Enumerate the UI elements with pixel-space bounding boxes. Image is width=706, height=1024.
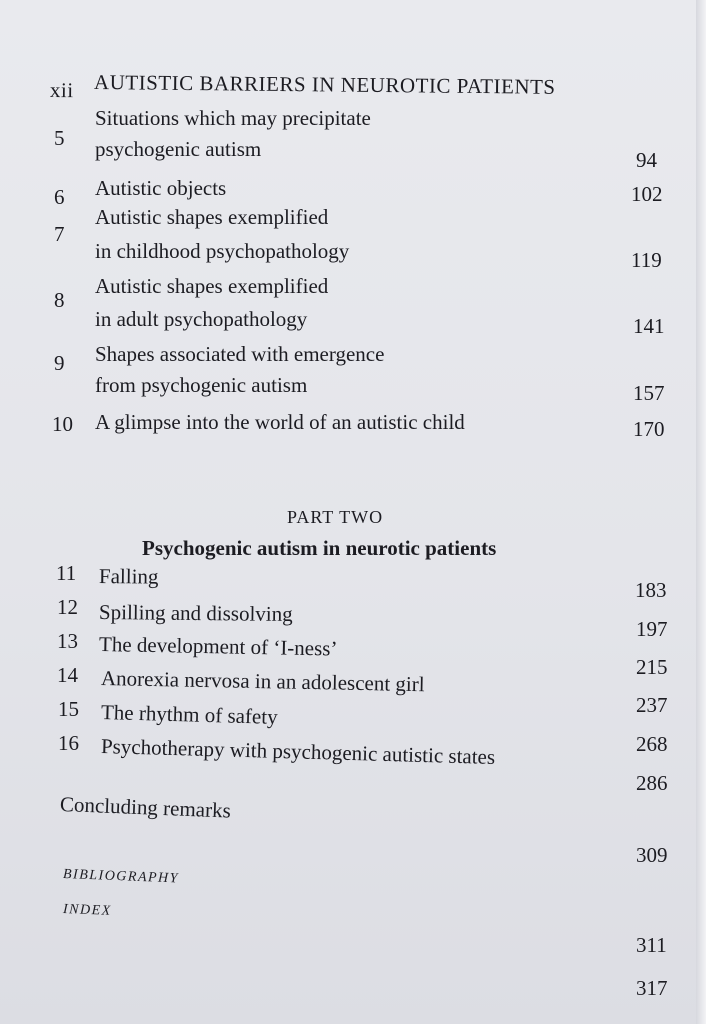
chapter-page: 157 <box>633 381 665 405</box>
chapter-page: 183 <box>635 578 667 602</box>
chapter-title-cont: in childhood psychopathology <box>95 239 350 263</box>
folio: xii <box>49 78 74 103</box>
chapter-title: The rhythm of safety <box>100 700 278 729</box>
chapter-title: Situations which may precipitate <box>95 106 371 130</box>
bibliography-label: BIBLIOGRAPHY <box>62 867 180 887</box>
bibliography-page: 311 <box>636 933 667 957</box>
chapter-title: The development of ‘I-ness’ <box>98 632 338 661</box>
chapter-page: 286 <box>636 771 668 795</box>
chapter-title: Shapes associated with emergence <box>95 342 385 366</box>
chapter-number: 9 <box>54 351 65 375</box>
concluding-page: 309 <box>636 843 668 867</box>
chapter-page: 197 <box>636 617 668 641</box>
chapter-page: 119 <box>631 248 662 272</box>
chapter-number: 6 <box>54 185 65 209</box>
chapter-title: Anorexia nervosa in an adolescent girl <box>100 666 425 697</box>
chapter-number: 7 <box>54 222 65 246</box>
chapter-page: 94 <box>636 148 657 172</box>
concluding-remarks: Concluding remarks <box>59 792 232 823</box>
chapter-title: Autistic shapes exemplified <box>95 205 329 229</box>
chapter-title: Spilling and dissolving <box>98 600 293 627</box>
index-label: INDEX <box>62 902 112 919</box>
part-title: Psychogenic autism in neurotic patients <box>142 536 497 560</box>
chapter-title: Autistic objects <box>95 176 227 200</box>
chapter-number: 16 <box>58 731 79 755</box>
chapter-title-cont: psychogenic autism <box>95 137 262 161</box>
chapter-number: 14 <box>57 663 78 687</box>
chapter-title-cont: from psychogenic autism <box>95 373 308 397</box>
chapter-title-cont: in adult psychopathology <box>95 307 308 331</box>
chapter-number: 12 <box>57 595 78 619</box>
chapter-title: Falling <box>98 564 159 589</box>
chapter-number: 5 <box>54 126 65 150</box>
chapter-page: 170 <box>633 417 665 441</box>
running-head-title: AUTISTIC BARRIERS IN NEUROTIC PATIENTS <box>93 70 556 99</box>
chapter-page: 215 <box>636 655 668 679</box>
chapter-number: 13 <box>57 629 78 653</box>
chapter-page: 141 <box>633 314 665 338</box>
chapter-title: Autistic shapes exemplified <box>95 274 329 298</box>
chapter-page: 268 <box>636 732 668 756</box>
part-label: PART TWO <box>287 507 384 527</box>
chapter-page: 237 <box>636 693 668 717</box>
index-page: 317 <box>636 976 668 1000</box>
chapter-number: 10 <box>52 412 73 436</box>
chapter-title: Psychotherapy with psychogenic autistic states <box>100 734 496 770</box>
chapter-number: 8 <box>54 288 65 312</box>
chapter-number: 11 <box>56 561 77 585</box>
chapter-number: 15 <box>58 697 79 721</box>
chapter-page: 102 <box>631 182 663 206</box>
page-edge <box>696 0 706 1024</box>
chapter-title: A glimpse into the world of an autistic child <box>95 410 465 434</box>
